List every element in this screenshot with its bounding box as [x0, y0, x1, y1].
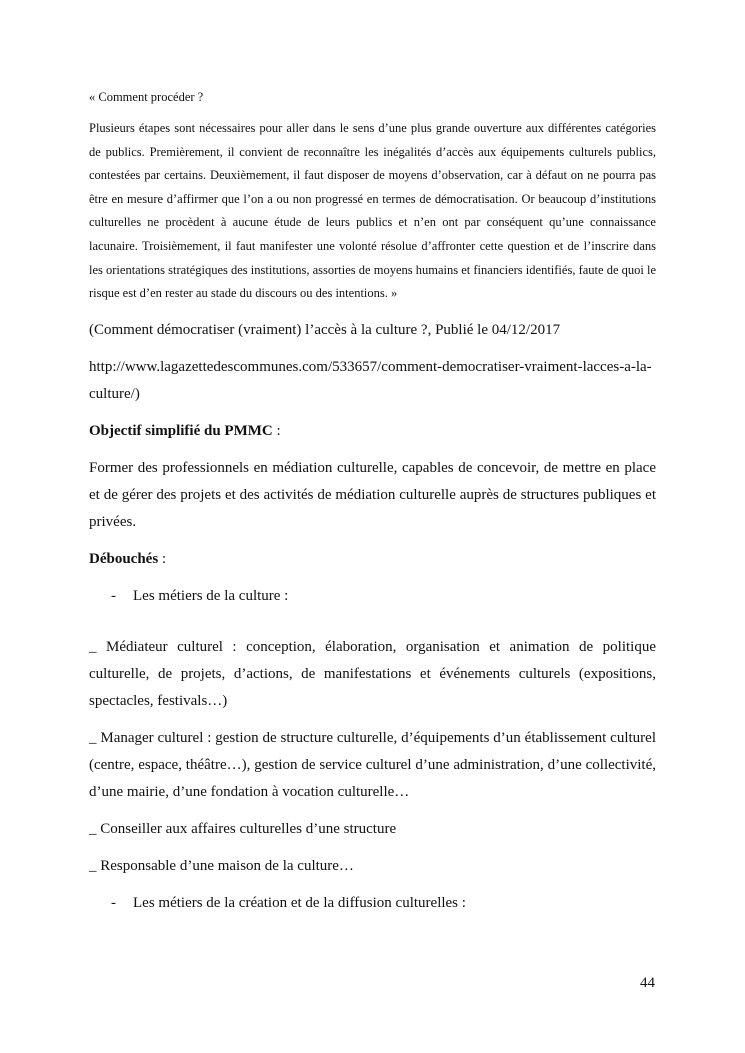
objective-suffix: :: [272, 422, 281, 439]
objective-label: Objectif simplifié du PMMC: [89, 422, 273, 439]
quote-body: Plusieurs étapes sont nécessaires pour aller dans le sens d’une plus grande ouverture aux différentes catégories de publics. Premièrement, il convient de reconnaître les inégalités d’accès aux équipements culturels publics, contestées par certains. Deuxièmement, il faut disposer de moyens d’observation, car à défaut on ne pourra pas être en mesure d’affirmer que l’on a ou non progressé en termes de démocratisation. Or beaucoup d’institutions culturelles ne procèdent à aucune étude de leurs publics et n’en ont par conséquent qu’une connaissance lacunaire. Troisièmement, il faut manifester une volonté résolue d’affronter cette question et de l’inscrire dans les orientations stratégiques des institutions, assorties de moyens humains et financiers identifiés, faute de quoi le risque est d’en rester au stade du discours ou des intentions. »: [89, 121, 656, 301]
citation-reference: (Comment démocratiser (vraiment) l’accès à la culture ?, Publié le 04/12/2017: [89, 321, 561, 338]
page-content: [89, 88, 656, 917]
job-item-manager: _ Manager culturel : gestion de structure culturelle, d’équipements d’un établissement culturel (centre, espace, théâtre…), gestion de service culturel d’une administration, d’une collectivité, d’une mairie, d’une fondation à vocation culturelle…: [89, 729, 656, 800]
objective-heading: [89, 418, 656, 445]
quote-intro: « Comment procéder ?: [89, 90, 204, 104]
job-item-mediateur: _ Médiateur culturel : conception, élaboration, organisation et animation de politique culturelle, de projets, d’actions, de manifestations et événements culturels (expositions, spectacles, festivals…): [89, 638, 656, 709]
bullet-label: Les métiers de la culture :: [133, 587, 289, 604]
bullet-label: Les métiers de la création et de la diffusion culturelles :: [133, 894, 466, 911]
vertical-spacer: [89, 610, 656, 634]
bullet-dash: -: [111, 587, 116, 604]
bullet-culture-jobs: [89, 583, 656, 610]
bullet-creation-jobs: [89, 890, 656, 917]
job-item-conseiller: _ Conseiller aux affaires culturelles d’une structure: [89, 820, 397, 837]
debouches-label: Débouchés: [89, 550, 159, 567]
page-number: 44: [640, 975, 655, 991]
debouches-suffix: :: [158, 550, 167, 567]
objective-text: Former des professionnels en médiation culturelle, capables de concevoir, de mettre en place et de gérer des projets et des activités de médiation culturelle auprès de structures publiques et privées.: [89, 459, 656, 530]
bullet-dash: -: [111, 894, 116, 911]
debouches-heading: [89, 546, 656, 573]
citation-url: http://www.lagazettedescommunes.com/533657/comment-democratiser-vraiment-lacces-a-la-culture/): [89, 358, 652, 402]
job-item-responsable: _ Responsable d’une maison de la culture…: [89, 857, 354, 874]
